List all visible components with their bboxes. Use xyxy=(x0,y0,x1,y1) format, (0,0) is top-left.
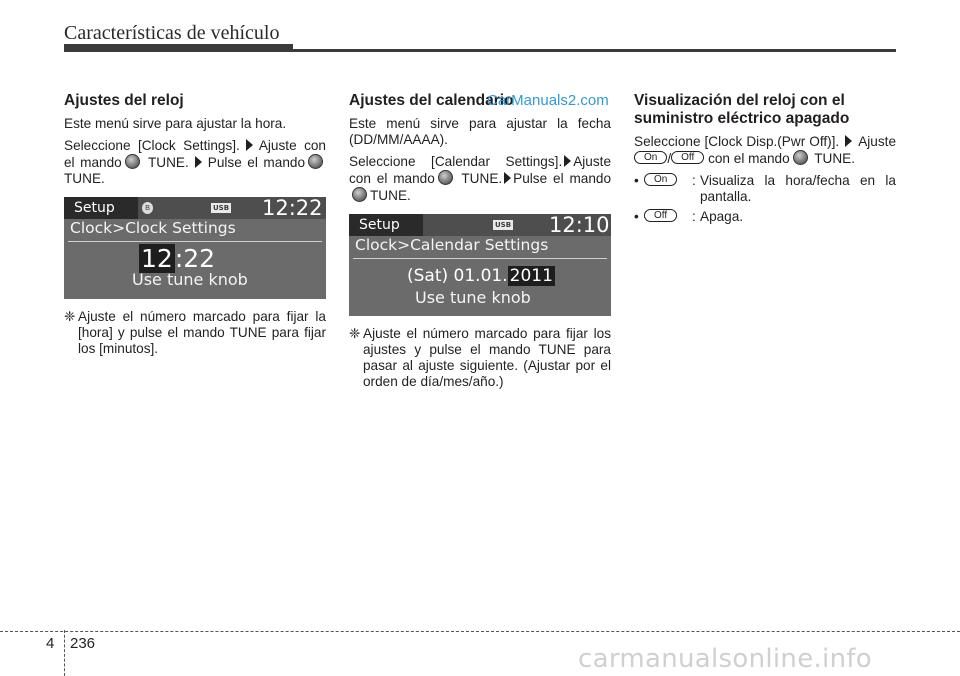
screen-time-value xyxy=(139,245,215,273)
footer-dashed-rule xyxy=(0,631,960,632)
screen-time: 12:22 xyxy=(262,196,323,220)
section-number: 4 xyxy=(46,635,55,652)
step-text: TUNE. xyxy=(64,171,105,186)
screen-date: (Sat) 01.01. xyxy=(407,266,508,286)
note-mark-icon: ❈ xyxy=(349,326,361,341)
note-text: Ajuste el número marcado para fijar los ajustes y pulse el mando TUNE para pasar al ajuste siguiente. (Ajustar por el orden de día/mes/año.) xyxy=(363,326,611,389)
tune-knob-icon xyxy=(308,154,323,169)
screen-mode-label: Setup xyxy=(349,214,423,236)
on-button-icon: On xyxy=(644,173,677,186)
section-steps xyxy=(64,138,326,187)
colon: : xyxy=(692,209,696,224)
arrow-right-icon xyxy=(195,156,202,168)
step-text: Seleccione [Calendar Settings]. xyxy=(349,154,563,169)
screen-divider xyxy=(353,258,607,259)
step-text: TUNE. xyxy=(461,171,503,186)
slash: / xyxy=(667,151,672,166)
calendar-settings-screen xyxy=(349,214,611,316)
note xyxy=(64,309,326,357)
step-text: Pulse el mando xyxy=(207,155,305,170)
screen-time: 12:10 xyxy=(549,213,610,237)
step-text: TUNE. xyxy=(814,151,855,166)
step-text: TUNE. xyxy=(370,188,411,203)
clock-display-power-off-section xyxy=(634,92,896,229)
screen-hint: Use tune knob xyxy=(132,270,248,289)
screen-path: Clock>Calendar Settings xyxy=(355,236,549,254)
list-item xyxy=(634,173,896,205)
note xyxy=(349,326,611,390)
arrow-right-icon xyxy=(845,135,852,147)
section-intro: Este menú sirve para ajustar la hora. xyxy=(64,116,287,131)
header-rule-thin xyxy=(293,49,896,52)
site-watermark: carmanualsonline.info xyxy=(578,644,873,674)
off-button-icon: Off xyxy=(671,151,704,164)
clock-settings-screen xyxy=(64,197,326,299)
bluetooth-icon: ʙ xyxy=(142,202,153,214)
step-text: Ajuste con el mando xyxy=(349,154,611,186)
usb-icon: USB xyxy=(495,221,512,229)
bullet-text: Visualiza la hora/fecha en la pantalla. xyxy=(700,173,896,204)
section-heading: Visualización del reloj con el suministro eléctrico apagado xyxy=(634,92,850,127)
section-steps xyxy=(349,154,611,204)
screen-hint: Use tune knob xyxy=(415,288,531,307)
step-text: TUNE. xyxy=(147,155,189,170)
page-header-title: Características de vehículo xyxy=(64,22,280,44)
highlighted-hour: 12 xyxy=(141,244,173,273)
section-heading: Ajustes del reloj xyxy=(64,92,184,109)
bullet: • xyxy=(634,209,639,224)
on-button-icon: On xyxy=(634,151,667,164)
screen-path: Clock>Clock Settings xyxy=(70,219,236,237)
note-text: Ajuste el número marcado para fijar la [hora] y pulse el mando TUNE para fijar los [minutos]. xyxy=(78,309,326,356)
tune-knob-icon xyxy=(352,187,367,202)
tune-knob-icon xyxy=(793,150,808,165)
arrow-right-icon xyxy=(564,155,571,167)
step-text: Pulse el mando xyxy=(513,171,612,186)
step-text: Seleccione [Clock Settings]. xyxy=(64,138,240,153)
section-steps xyxy=(634,134,896,167)
screen-mode-label: Setup xyxy=(64,197,138,219)
usb-icon: USB xyxy=(213,204,230,212)
page-number: 236 xyxy=(70,635,96,652)
calendar-settings-section xyxy=(349,92,611,394)
colon: : xyxy=(692,173,696,188)
step-text: Seleccione [Clock Disp.(Pwr Off)]. xyxy=(634,134,840,149)
screen-minutes: :22 xyxy=(174,244,216,273)
header-rule-thick xyxy=(64,44,293,52)
step-text: con el mando xyxy=(708,151,790,166)
arrow-right-icon xyxy=(504,172,511,184)
screen-divider xyxy=(68,241,322,242)
section-heading: Ajustes del calendario xyxy=(349,92,514,109)
clock-settings-section xyxy=(64,92,326,361)
tune-knob-icon xyxy=(438,170,453,185)
step-text: Ajuste xyxy=(858,134,896,149)
watermark-text: CarManuals2.com xyxy=(487,92,609,109)
off-button-icon: Off xyxy=(644,209,677,222)
tune-knob-icon xyxy=(125,154,140,169)
step-text: Ajuste con el mando xyxy=(64,138,326,170)
arrow-right-icon xyxy=(246,139,253,151)
screen-date-value xyxy=(407,266,555,286)
bullet: • xyxy=(634,173,639,188)
bullet-text: Apaga. xyxy=(700,209,744,224)
footer-dashed-divider xyxy=(64,630,65,676)
note-mark-icon: ❈ xyxy=(64,309,76,324)
list-item xyxy=(634,209,896,225)
section-intro: Este menú sirve para ajustar la fecha (DD/MM/AAAA). xyxy=(349,116,611,147)
highlighted-year: 2011 xyxy=(509,266,553,286)
